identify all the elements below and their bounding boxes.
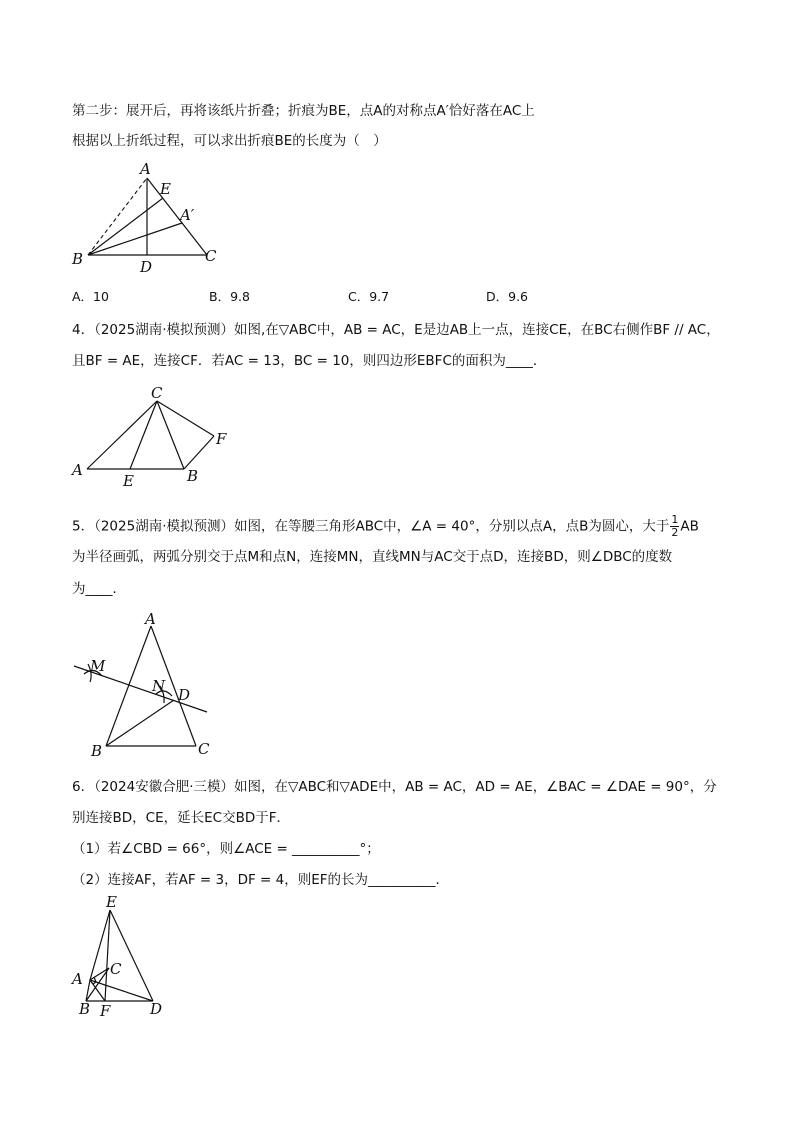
q4-figure — [60, 382, 250, 494]
q5-label-d: D — [178, 686, 191, 704]
q6-segment-ed — [110, 910, 153, 1001]
q4-label-f: F — [216, 430, 227, 448]
q5-label-a: A — [145, 610, 156, 628]
q6-label-f: F — [100, 1002, 111, 1020]
q3-segment-ac — [147, 178, 207, 255]
q5-segment-ab — [106, 626, 151, 746]
q3-segment-be — [88, 198, 163, 255]
q4-segment-cf — [157, 401, 214, 436]
q6-subquestion-2: （2）连接AF，若AF = 3，DF = 4，则EF的长为__________． — [72, 872, 450, 888]
q6-segment-ad — [90, 980, 153, 1001]
q5-label-n: N — [152, 677, 166, 695]
q5-text-line1 — [72, 514, 699, 539]
q4-text-line2: 且BF = AE，连接CF．若AC = 13，BC = 10，则四边形EBFC的面积为____． — [72, 353, 547, 369]
q5-fraction-numerator: 1 — [671, 513, 679, 526]
q4-label-c: C — [151, 384, 163, 402]
q3-label-b: B — [72, 250, 84, 268]
q3-label-a: A — [140, 160, 151, 178]
q3-option-a[interactable]: A．10 — [72, 289, 109, 304]
q6-segment-af — [90, 980, 105, 1001]
q6-label-e: E — [106, 893, 117, 911]
q3-segment-ba2 — [88, 223, 182, 255]
q4-segment-ce — [130, 401, 157, 469]
q5-segment-bd — [106, 700, 174, 746]
q6-subquestion-1: （1）若∠CBD = 66°，则∠ACE = __________°； — [72, 841, 380, 857]
q3-label-d: D — [140, 258, 153, 276]
q5-figure — [60, 610, 220, 760]
q5-text-line2: 为半径画弧，两弧分别交于点M和点N，连接MN，直线MN与AC交于点D，连接BD，则∠DBC的度数 — [72, 549, 673, 565]
q4-label-a: A — [72, 461, 83, 479]
q5-text-line1-main: 5．（2025湖南·模拟预测）如图，在等腰三角形ABC中，∠A = 40°，分别以点A，点B为圆心，大于 — [72, 518, 670, 535]
q6-label-b: B — [79, 1000, 91, 1018]
q4-segment-ac — [87, 401, 157, 469]
q6-figure — [60, 892, 180, 1020]
q6-label-a: A — [72, 970, 83, 988]
q3-question-text: 根据以上折纸过程，可以求出折痕BE的长度为（ ） — [72, 133, 387, 149]
q5-label-c: C — [198, 740, 210, 758]
q3-label-e: E — [160, 180, 171, 198]
q6-label-d: D — [150, 1000, 163, 1018]
q4-label-b: B — [187, 467, 199, 485]
q3-label-c: C — [205, 247, 217, 265]
q3-option-c[interactable]: C．9.7 — [348, 289, 390, 304]
q3-figure — [60, 158, 230, 278]
q3-label-a-prime: A′ — [180, 206, 195, 224]
q3-step2-text: 第二步：展开后，再将该纸片折叠；折痕为BE，点A的对称点A′恰好落在AC上 — [72, 103, 535, 119]
q4-label-e: E — [123, 472, 134, 490]
q5-label-m: M — [90, 657, 106, 675]
q5-label-b: B — [91, 742, 103, 760]
q4-segment-cb — [157, 401, 184, 469]
q3-option-b[interactable]: B．9.8 — [209, 289, 250, 304]
q6-text-line2: 别连接BD，CE，延长EC交BD于F． — [72, 810, 290, 826]
q3-option-d[interactable]: D．9.6 — [486, 289, 529, 304]
q4-text-line1: 4．（2025湖南·模拟预测）如图,在▽ABC中，AB = AC，E是边AB上一点，连接CE，在BC右侧作BF // AC， — [72, 322, 720, 338]
q5-fraction-denominator: 2 — [671, 526, 679, 539]
q5-text-line3: 为____． — [72, 581, 126, 597]
q3-options — [72, 287, 632, 307]
q4-segment-bf — [184, 436, 214, 469]
q6-text-line1: 6．（2024安徽合肥·三模）如图，在▽ABC和▽ADE中，AB = AC，AD = AE，∠BAC = ∠DAE = 90°，分 — [72, 779, 717, 795]
q6-label-c: C — [110, 960, 122, 978]
q5-fraction — [670, 514, 679, 539]
q5-fraction-tail: AB — [680, 518, 699, 535]
